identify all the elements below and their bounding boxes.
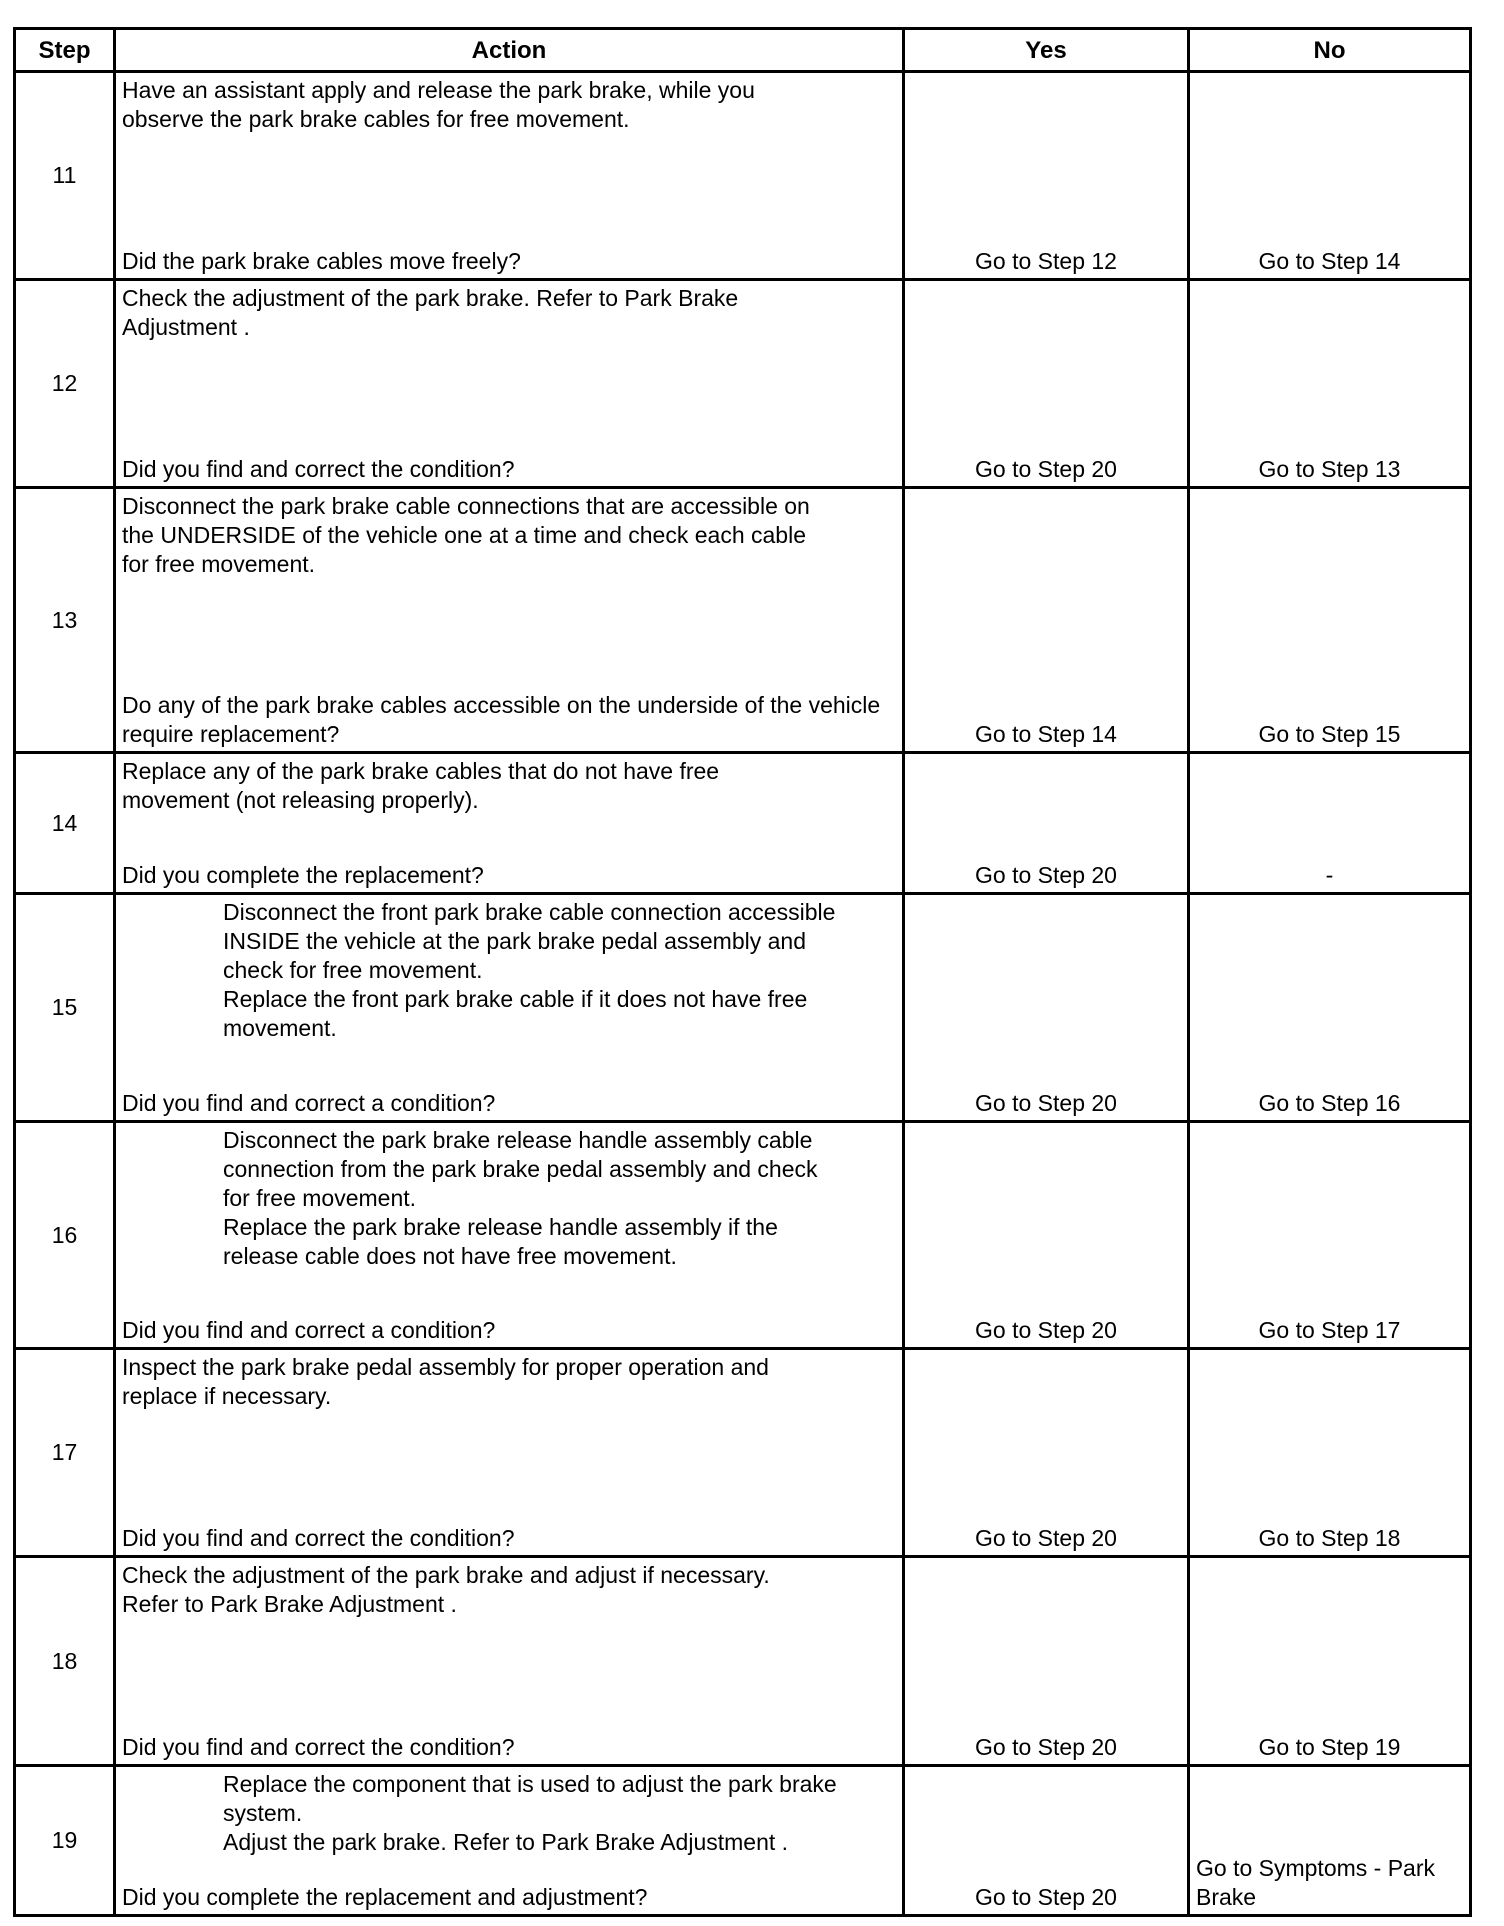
action-line: Replace the front park brake cable if it does not have free bbox=[223, 986, 808, 1012]
question-line: Did you find and correct a condition? bbox=[122, 1317, 496, 1343]
question-line: Did you find and correct the condition? bbox=[122, 1525, 515, 1551]
yes-result: Go to Step 20 bbox=[905, 754, 1187, 892]
action-line: Disconnect the park brake release handle assembly cable bbox=[223, 1127, 813, 1153]
header-action: Action bbox=[116, 30, 902, 70]
action-line: movement. bbox=[223, 1015, 337, 1041]
yes-result: Go to Step 20 bbox=[905, 1767, 1187, 1914]
action-question bbox=[122, 1524, 896, 1553]
action-line: release cable does not have free movement. bbox=[223, 1243, 677, 1269]
action-line: the UNDERSIDE of the vehicle one at a time and check each cable bbox=[122, 522, 806, 548]
action-cell bbox=[116, 73, 902, 278]
yes-result: Go to Step 12 bbox=[905, 73, 1187, 278]
no-result: Go to Step 18 bbox=[1190, 1350, 1469, 1555]
action-question bbox=[122, 1089, 896, 1118]
action-line: Disconnect the park brake cable connections that are accessible on bbox=[122, 493, 810, 519]
step-number: 17 bbox=[16, 1350, 113, 1555]
header-no: No bbox=[1190, 30, 1469, 70]
action-line: movement (not releasing properly). bbox=[122, 787, 479, 813]
action-question bbox=[122, 691, 896, 749]
yes-result: Go to Step 14 bbox=[905, 489, 1187, 751]
action-line: Replace the component that is used to adjust the park brake bbox=[223, 1771, 837, 1797]
action-line: Have an assistant apply and release the park brake, while you bbox=[122, 77, 755, 103]
question-line: vehicle require replacement? bbox=[122, 692, 881, 747]
header-yes: Yes bbox=[905, 30, 1187, 70]
action-cell bbox=[116, 1350, 902, 1555]
question-line: Did the park brake cables move freely? bbox=[122, 248, 521, 274]
step-number: 19 bbox=[16, 1767, 113, 1914]
step-number: 12 bbox=[16, 281, 113, 486]
yes-result: Go to Step 20 bbox=[905, 1123, 1187, 1347]
step-number: 13 bbox=[16, 489, 113, 751]
action-line: Refer to Park Brake Adjustment . bbox=[122, 1591, 457, 1617]
action-description bbox=[122, 1770, 896, 1857]
no-result: Go to Step 15 bbox=[1190, 489, 1469, 751]
action-description bbox=[122, 1126, 896, 1271]
action-line: for free movement. bbox=[122, 551, 316, 577]
no-result-line: Brake bbox=[1196, 1884, 1257, 1910]
yes-result: Go to Step 20 bbox=[905, 1350, 1187, 1555]
question-line: Did you complete the replacement? bbox=[122, 862, 484, 888]
action-line: Adjust the park brake. Refer to Park Brake Adjustment . bbox=[223, 1829, 789, 1855]
action-question bbox=[122, 455, 896, 484]
no-result-line: Go to Symptoms - Park bbox=[1196, 1855, 1436, 1881]
action-question bbox=[122, 247, 896, 276]
action-question bbox=[122, 861, 896, 890]
action-cell bbox=[116, 895, 902, 1120]
action-description bbox=[122, 284, 896, 342]
question-line: Did you find and correct the condition? bbox=[122, 456, 515, 482]
step-number: 18 bbox=[16, 1558, 113, 1764]
no-result: Go to Step 17 bbox=[1190, 1123, 1469, 1347]
action-cell bbox=[116, 754, 902, 892]
action-cell bbox=[116, 1123, 902, 1347]
yes-result: Go to Step 20 bbox=[905, 895, 1187, 1120]
diagnostic-table bbox=[13, 27, 1472, 1917]
yes-result: Go to Step 20 bbox=[905, 1558, 1187, 1764]
no-result bbox=[1190, 1767, 1469, 1914]
action-line: Inspect the park brake pedal assembly for proper operation and bbox=[122, 1354, 769, 1380]
action-question bbox=[122, 1316, 896, 1345]
no-result: Go to Step 19 bbox=[1190, 1558, 1469, 1764]
step-number: 15 bbox=[16, 895, 113, 1120]
question-line: Did you find and correct the condition? bbox=[122, 1734, 515, 1760]
action-cell bbox=[116, 489, 902, 751]
action-line: replace if necessary. bbox=[122, 1383, 332, 1409]
action-cell bbox=[116, 1558, 902, 1764]
action-line: Adjustment . bbox=[122, 314, 250, 340]
action-cell bbox=[116, 1767, 902, 1914]
step-number: 16 bbox=[16, 1123, 113, 1347]
action-description bbox=[122, 898, 896, 1043]
action-description bbox=[122, 757, 896, 815]
no-result: - bbox=[1190, 754, 1469, 892]
action-description bbox=[122, 76, 896, 134]
action-line: INSIDE the vehicle at the park brake pedal assembly and bbox=[223, 928, 806, 954]
action-line: Check the adjustment of the park brake and adjust if necessary. bbox=[122, 1562, 770, 1588]
action-description bbox=[122, 492, 896, 579]
action-line: observe the park brake cables for free movement. bbox=[122, 106, 630, 132]
action-line: Disconnect the front park brake cable connection accessible bbox=[223, 899, 836, 925]
action-question bbox=[122, 1733, 896, 1762]
action-line: check for free movement. bbox=[223, 957, 483, 983]
action-description bbox=[122, 1561, 896, 1619]
yes-result: Go to Step 20 bbox=[905, 281, 1187, 486]
step-number: 11 bbox=[16, 73, 113, 278]
action-line: Replace the park brake release handle assembly if the bbox=[223, 1214, 778, 1240]
action-line: Check the adjustment of the park brake. Refer to Park Brake bbox=[122, 285, 739, 311]
no-result: Go to Step 16 bbox=[1190, 895, 1469, 1120]
action-question bbox=[122, 1883, 896, 1912]
action-description bbox=[122, 1353, 896, 1411]
header-step: Step bbox=[16, 30, 113, 70]
question-line: Did you find and correct a condition? bbox=[122, 1090, 496, 1116]
action-line: Replace any of the park brake cables that do not have free bbox=[122, 758, 720, 784]
question-line: Do any of the park brake cables accessible on the underside of the bbox=[122, 692, 803, 718]
question-line: Did you complete the replacement and adjustment? bbox=[122, 1884, 648, 1910]
action-line: connection from the park brake pedal assembly and check bbox=[223, 1156, 818, 1182]
action-cell bbox=[116, 281, 902, 486]
action-line: system. bbox=[223, 1800, 303, 1826]
no-result: Go to Step 14 bbox=[1190, 73, 1469, 278]
step-number: 14 bbox=[16, 754, 113, 892]
action-line: for free movement. bbox=[223, 1185, 417, 1211]
no-result: Go to Step 13 bbox=[1190, 281, 1469, 486]
